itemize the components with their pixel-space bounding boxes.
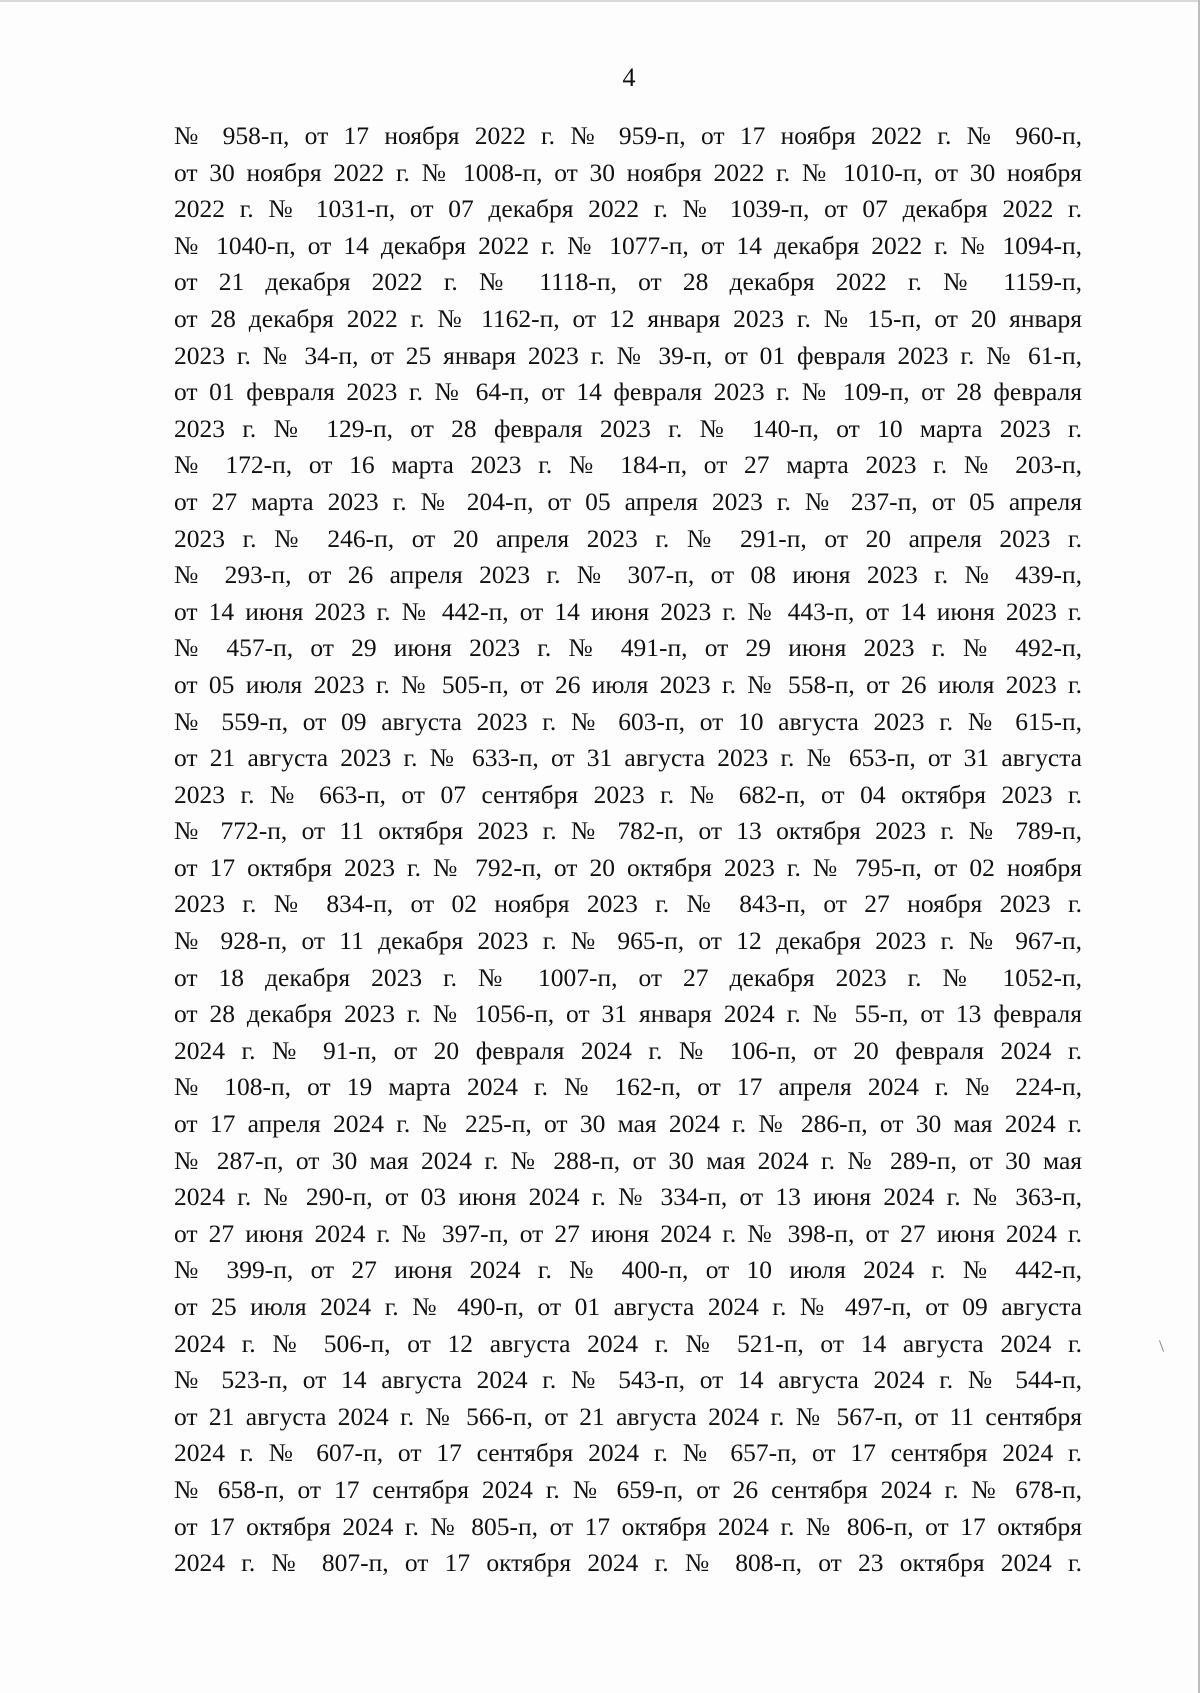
text-line: № 772-п, от 11 октября 2023 г. № 782-п, от 13 октября 2023 г. № 789-п, [174,816,1082,846]
text-line: от 14 июня 2023 г. № 442-п, от 14 июня 2023 г. № 443-п, от 14 июня 2023 г. [174,596,1082,626]
text-line: 2023 г. № 129-п, от 28 февраля 2023 г. № 140-п, от 10 марта 2023 г. [174,413,1082,443]
page-number: 4 [622,63,636,92]
text-line: № 928-п, от 11 декабря 2023 г. № 965-п, от 12 декабря 2023 г. № 967-п, [174,926,1082,956]
text-line: 2024 г. № 290-п, от 03 июня 2024 г. № 334-п, от 13 июня 2024 г. № 363-п, [174,1182,1082,1212]
text-line: от 25 июля 2024 г. № 490-п, от 01 августа 2024 г. № 497-п, от 09 августа [174,1292,1082,1321]
text-line: 2024 г. № 506-п, от 12 августа 2024 г. № 521-п, от 14 августа 2024 г. [174,1328,1082,1358]
text-line: от 30 ноября 2022 г. № 1008-п, от 30 ноября 2022 г. № 1010-п, от 30 ноября [174,157,1082,187]
text-line: 2023 г. № 834-п, от 02 ноября 2023 г. № 843-п, от 27 ноября 2023 г. [174,889,1082,919]
text-line: № 958-п, от 17 ноября 2022 г. № 959-п, от 17 ноября 2022 г. № 960-п, [174,121,1082,150]
text-line: № 108-п, от 19 марта 2024 г. № 162-п, от 17 апреля 2024 г. № 224-п, [174,1072,1082,1102]
scan-speck [1159,1340,1164,1352]
text-line: от 17 апреля 2024 г. № 225-п, от 30 мая 2024 г. № 286-п, от 30 мая 2024 г. [174,1109,1082,1139]
scan-edge-top [0,0,1200,2]
text-line: № 172-п, от 16 марта 2023 г. № 184-п, от 27 марта 2023 г. № 203-п, [174,450,1082,480]
text-line: 2022 г. № 1031-п, от 07 декабря 2022 г. № 1039-п, от 07 декабря 2022 г. [174,194,1082,224]
text-line: 2023 г. № 663-п, от 07 сентября 2023 г. № 682-п, от 04 октября 2023 г. [174,779,1082,809]
text-line: от 27 июня 2024 г. № 397-п, от 27 июня 2024 г. № 398-п, от 27 июня 2024 г. [174,1218,1082,1248]
text-line: от 28 декабря 2022 г. № 1162-п, от 12 января 2023 г. № 15-п, от 20 января [174,303,1082,333]
text-line: 2024 г. № 807-п, от 17 октября 2024 г. № 808-п, от 23 октября 2024 г. [174,1548,1082,1578]
text-line: № 287-п, от 30 мая 2024 г. № 288-п, от 30 мая 2024 г. № 289-п, от 30 мая [174,1145,1082,1175]
text-line: № 1040-п, от 14 декабря 2022 г. № 1077-п, от 14 декабря 2022 г. № 1094-п, [174,230,1082,260]
body-text [174,118,1082,1582]
text-line: № 658-п, от 17 сентября 2024 г. № 659-п, от 26 сентября 2024 г. № 678-п, [174,1474,1082,1504]
text-line: № 559-п, от 09 августа 2023 г. № 603-п, от 10 августа 2023 г. № 615-п, [174,706,1082,736]
text-line: 2023 г. № 246-п, от 20 апреля 2023 г. № 291-п, от 20 апреля 2023 г. [174,523,1082,553]
text-line: от 21 августа 2023 г. № 633-п, от 31 августа 2023 г. № 653-п, от 31 августа [174,743,1082,773]
text-line: 2024 г. № 91-п, от 20 февраля 2024 г. № 106-п, от 20 февраля 2024 г. [174,1035,1082,1065]
text-line: от 05 июля 2023 г. № 505-п, от 26 июля 2023 г. № 558-п, от 26 июля 2023 г. [174,669,1082,699]
text-line: от 17 октября 2024 г. № 805-п, от 17 октября 2024 г. № 806-п, от 17 октября [174,1511,1082,1541]
text-line: № 457-п, от 29 июня 2023 г. № 491-п, от 29 июня 2023 г. № 492-п, [174,633,1082,663]
text-line: № 293-п, от 26 апреля 2023 г. № 307-п, от 08 июня 2023 г. № 439-п, [174,560,1082,590]
text-line: от 17 октября 2023 г. № 792-п, от 20 октября 2023 г. № 795-п, от 02 ноября [174,852,1082,882]
text-line: от 21 августа 2024 г. № 566-п, от 21 августа 2024 г. № 567-п, от 11 сентября [174,1401,1082,1431]
text-line: от 28 декабря 2023 г. № 1056-п, от 31 января 2024 г. № 55-п, от 13 февраля [174,999,1082,1029]
text-line: от 27 марта 2023 г. № 204-п, от 05 апреля 2023 г. № 237-п, от 05 апреля [174,486,1082,516]
text-line: 2024 г. № 607-п, от 17 сентября 2024 г. № 657-п, от 17 сентября 2024 г. [174,1438,1082,1468]
text-line: от 18 декабря 2023 г. № 1007-п, от 27 декабря 2023 г. № 1052-п, [174,962,1082,992]
text-line: № 523-п, от 14 августа 2024 г. № 543-п, от 14 августа 2024 г. № 544-п, [174,1365,1082,1395]
text-line: от 01 февраля 2023 г. № 64-п, от 14 февраля 2023 г. № 109-п, от 28 февраля [174,377,1082,407]
text-line: № 399-п, от 27 июня 2024 г. № 400-п, от 10 июля 2024 г. № 442-п, [174,1255,1082,1285]
text-line: от 21 декабря 2022 г. № 1118-п, от 28 декабря 2022 г. № 1159-п, [174,267,1082,297]
text-line: 2023 г. № 34-п, от 25 января 2023 г. № 39-п, от 01 февраля 2023 г. № 61-п, [174,340,1082,370]
